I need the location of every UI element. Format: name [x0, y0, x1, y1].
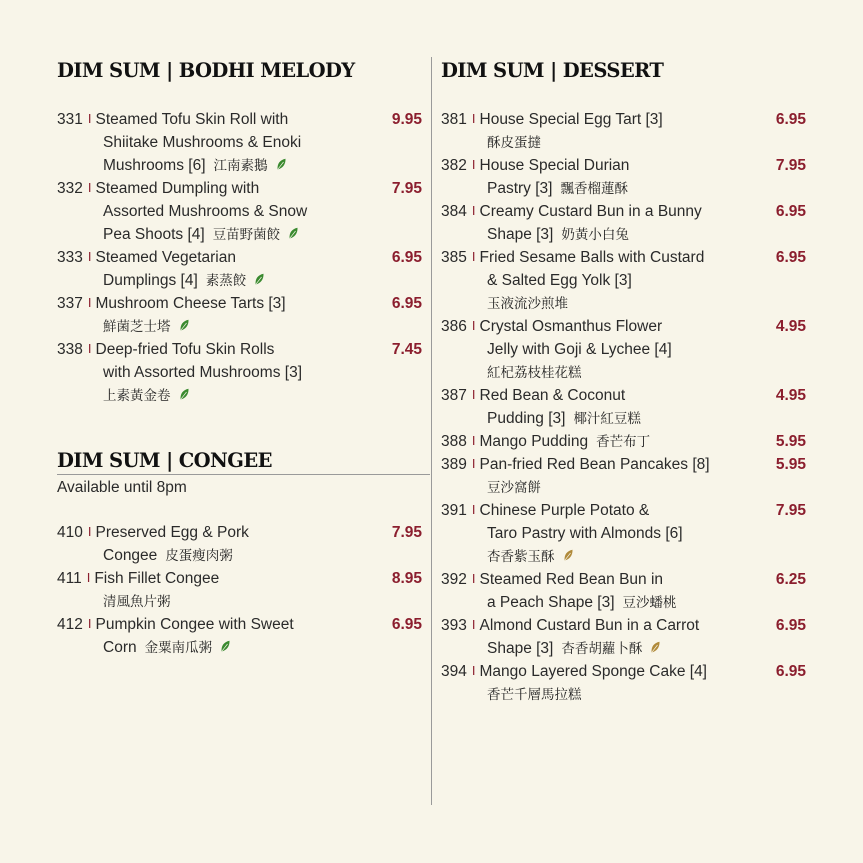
section-rule — [57, 474, 430, 475]
item-name-line: Congee — [103, 547, 158, 564]
item-chinese-name: 奶黃小白兔 — [561, 227, 629, 243]
item-separator: I — [86, 570, 91, 585]
item-price: 6.95 — [775, 663, 806, 680]
menu-item — [441, 614, 811, 660]
item-number: 381 — [441, 111, 467, 128]
item-number: 392 — [441, 571, 467, 588]
item-name-line: Shape [3] — [487, 640, 554, 657]
section-title-congee: DIM SUM | CONGEE — [57, 449, 272, 472]
item-name-line: Almond Custard Bun in a Carrot — [479, 617, 700, 634]
item-separator: I — [87, 111, 92, 126]
menu-item — [441, 660, 811, 706]
item-name-line: with Assorted Mushrooms [3] — [103, 364, 302, 381]
menu-item — [441, 568, 811, 614]
item-name-line: Dumplings [4] — [103, 272, 198, 289]
item-price: 4.95 — [775, 318, 806, 335]
item-number: 393 — [441, 617, 467, 634]
item-name-line: Corn — [103, 639, 137, 656]
item-price: 7.95 — [391, 524, 422, 541]
item-price: 9.95 — [391, 111, 422, 128]
item-chinese-name: 椰汁紅豆糕 — [573, 411, 641, 427]
menu-item — [441, 430, 811, 453]
item-number: 338 — [57, 341, 83, 358]
item-separator: I — [471, 433, 476, 448]
item-chinese-name: 清風魚片粥 — [103, 594, 171, 610]
leaf-icon — [276, 155, 287, 178]
menu-item — [441, 315, 811, 384]
menu-item — [57, 567, 430, 613]
item-name-line: Pudding [3] — [487, 410, 566, 427]
item-chinese-name: 豆沙窩餅 — [487, 480, 541, 496]
menu-item — [57, 338, 430, 407]
item-price: 6.95 — [775, 617, 806, 634]
menu-item — [57, 108, 430, 177]
item-name-line: Mushrooms [6] — [103, 157, 206, 174]
item-separator: I — [471, 663, 476, 678]
item-name-line: Jelly with Goji & Lychee [4] — [487, 341, 672, 358]
item-chinese-name: 豆沙蟠桃 — [622, 595, 677, 611]
leaf-icon — [220, 637, 231, 660]
item-name-line: Mango Pudding — [479, 433, 589, 450]
item-separator: I — [471, 157, 476, 172]
item-name-line: Steamed Red Bean Bun in — [479, 571, 664, 588]
item-name-line: Pan-fried Red Bean Pancakes [8] — [479, 456, 710, 473]
item-separator: I — [471, 111, 476, 126]
item-chinese-name: 杏香紫玉酥 — [487, 549, 555, 565]
menu-item — [441, 499, 811, 568]
leaf-icon — [179, 316, 190, 339]
column-divider — [431, 57, 432, 805]
menu-item — [57, 177, 430, 246]
item-separator: I — [87, 524, 92, 539]
item-name-line: Chinese Purple Potato & — [479, 502, 650, 519]
item-number: 394 — [441, 663, 467, 680]
nut-icon — [650, 638, 661, 661]
item-price: 6.95 — [775, 111, 806, 128]
item-price: 5.95 — [775, 456, 806, 473]
item-separator: I — [87, 616, 92, 631]
menu-item — [57, 292, 430, 338]
menu-item — [441, 108, 811, 154]
item-separator: I — [471, 387, 476, 402]
item-chinese-name: 香芒布丁 — [596, 434, 651, 450]
item-price: 6.95 — [391, 249, 422, 266]
item-name-line: Deep-fried Tofu Skin Rolls — [95, 341, 275, 358]
item-number: 332 — [57, 180, 83, 197]
item-number: 387 — [441, 387, 467, 404]
item-price: 6.95 — [391, 616, 422, 633]
item-name-line: Steamed Vegetarian — [95, 249, 236, 266]
item-name-line: & Salted Egg Yolk [3] — [487, 272, 632, 289]
menu-item — [441, 154, 811, 200]
item-separator: I — [471, 203, 476, 218]
item-price: 7.45 — [391, 341, 422, 358]
item-name-line: Steamed Dumpling with — [95, 180, 260, 197]
item-name-line: Pastry [3] — [487, 180, 553, 197]
item-separator: I — [471, 249, 476, 264]
item-name-line: Mushroom Cheese Tarts [3] — [95, 295, 286, 312]
item-name-line: Crystal Osmanthus Flower — [479, 318, 663, 335]
item-number: 391 — [441, 502, 467, 519]
item-price: 6.95 — [775, 249, 806, 266]
item-number: 388 — [441, 433, 467, 450]
item-number: 389 — [441, 456, 467, 473]
menu-item — [57, 613, 430, 659]
menu-item — [441, 453, 811, 499]
item-chinese-name: 豆苗野菌餃 — [212, 227, 281, 243]
item-number: 411 — [57, 570, 82, 587]
menu-item — [441, 384, 811, 430]
item-name-line: Fried Sesame Balls with Custard — [479, 249, 705, 266]
leaf-icon — [179, 385, 190, 408]
item-number: 412 — [57, 616, 83, 633]
item-chinese-name: 酥皮蛋撻 — [487, 135, 541, 151]
leaf-icon — [288, 224, 299, 247]
item-name-line: House Special Egg Tart [3] — [479, 111, 663, 128]
item-separator: I — [87, 341, 92, 356]
menu-item — [441, 246, 811, 315]
section-title-bodhi-melody: DIM SUM | BODHI MELODY — [57, 59, 355, 82]
item-number: 333 — [57, 249, 83, 266]
item-price: 4.95 — [775, 387, 806, 404]
item-separator: I — [87, 249, 92, 264]
item-number: 386 — [441, 318, 467, 335]
item-chinese-name: 上素黃金卷 — [103, 388, 171, 404]
item-name-line: a Peach Shape [3] — [487, 594, 615, 611]
item-price: 6.95 — [391, 295, 422, 312]
item-price: 5.95 — [775, 433, 806, 450]
item-separator: I — [471, 617, 476, 632]
item-separator: I — [87, 295, 92, 310]
item-chinese-name: 玉液流沙煎堆 — [487, 296, 568, 312]
item-separator: I — [87, 180, 92, 195]
item-chinese-name: 金粟南瓜粥 — [144, 640, 213, 656]
item-name-line: Preserved Egg & Pork — [95, 524, 249, 541]
item-separator: I — [471, 571, 476, 586]
item-name-line: Pumpkin Congee with Sweet — [95, 616, 294, 633]
item-number: 410 — [57, 524, 83, 541]
nut-icon — [563, 546, 574, 569]
item-separator: I — [471, 502, 476, 517]
item-name-line: Steamed Tofu Skin Roll with — [95, 111, 289, 128]
item-number: 382 — [441, 157, 467, 174]
item-name-line: Creamy Custard Bun in a Bunny — [479, 203, 702, 220]
item-price: 6.95 — [775, 203, 806, 220]
section-title-dessert: DIM SUM | DESSERT — [441, 59, 664, 82]
menu-item — [441, 200, 811, 246]
item-number: 337 — [57, 295, 83, 312]
item-chinese-name: 香芒千層馬拉糕 — [487, 687, 582, 703]
menu-item — [57, 521, 430, 567]
item-price: 8.95 — [391, 570, 422, 587]
item-chinese-name: 皮蛋瘦肉粥 — [165, 548, 233, 564]
item-number: 384 — [441, 203, 467, 220]
item-name-line: Assorted Mushrooms & Snow — [103, 203, 308, 220]
item-name-line: Shiitake Mushrooms & Enoki — [103, 134, 302, 151]
item-price: 6.25 — [775, 571, 806, 588]
item-chinese-name: 素蒸餃 — [205, 273, 247, 289]
item-name-line: House Special Durian — [479, 157, 630, 174]
item-name-line: Pea Shoots [4] — [103, 226, 205, 243]
item-chinese-name: 江南素鵝 — [213, 158, 268, 174]
leaf-icon — [254, 270, 265, 293]
item-separator: I — [471, 456, 476, 471]
menu-item — [57, 246, 430, 292]
item-chinese-name: 杏香胡蘿卜酥 — [561, 641, 643, 657]
item-price: 7.95 — [775, 502, 806, 519]
item-price: 7.95 — [775, 157, 806, 174]
item-name-line: Taro Pastry with Almonds [6] — [487, 525, 683, 542]
availability-note: Available until 8pm — [57, 479, 187, 496]
item-chinese-name: 飄香榴蓮酥 — [560, 181, 628, 197]
item-chinese-name: 鮮菌芝士塔 — [103, 319, 171, 335]
item-name-line: Red Bean & Coconut — [479, 387, 626, 404]
item-name-line: Mango Layered Sponge Cake [4] — [479, 663, 707, 680]
item-separator: I — [471, 318, 476, 333]
item-name-line: Shape [3] — [487, 226, 554, 243]
item-name-line: Fish Fillet Congee — [94, 570, 220, 587]
item-price: 7.95 — [391, 180, 422, 197]
item-chinese-name: 紅杞荔枝桂花糕 — [487, 365, 582, 381]
item-number: 331 — [57, 111, 83, 128]
item-number: 385 — [441, 249, 467, 266]
